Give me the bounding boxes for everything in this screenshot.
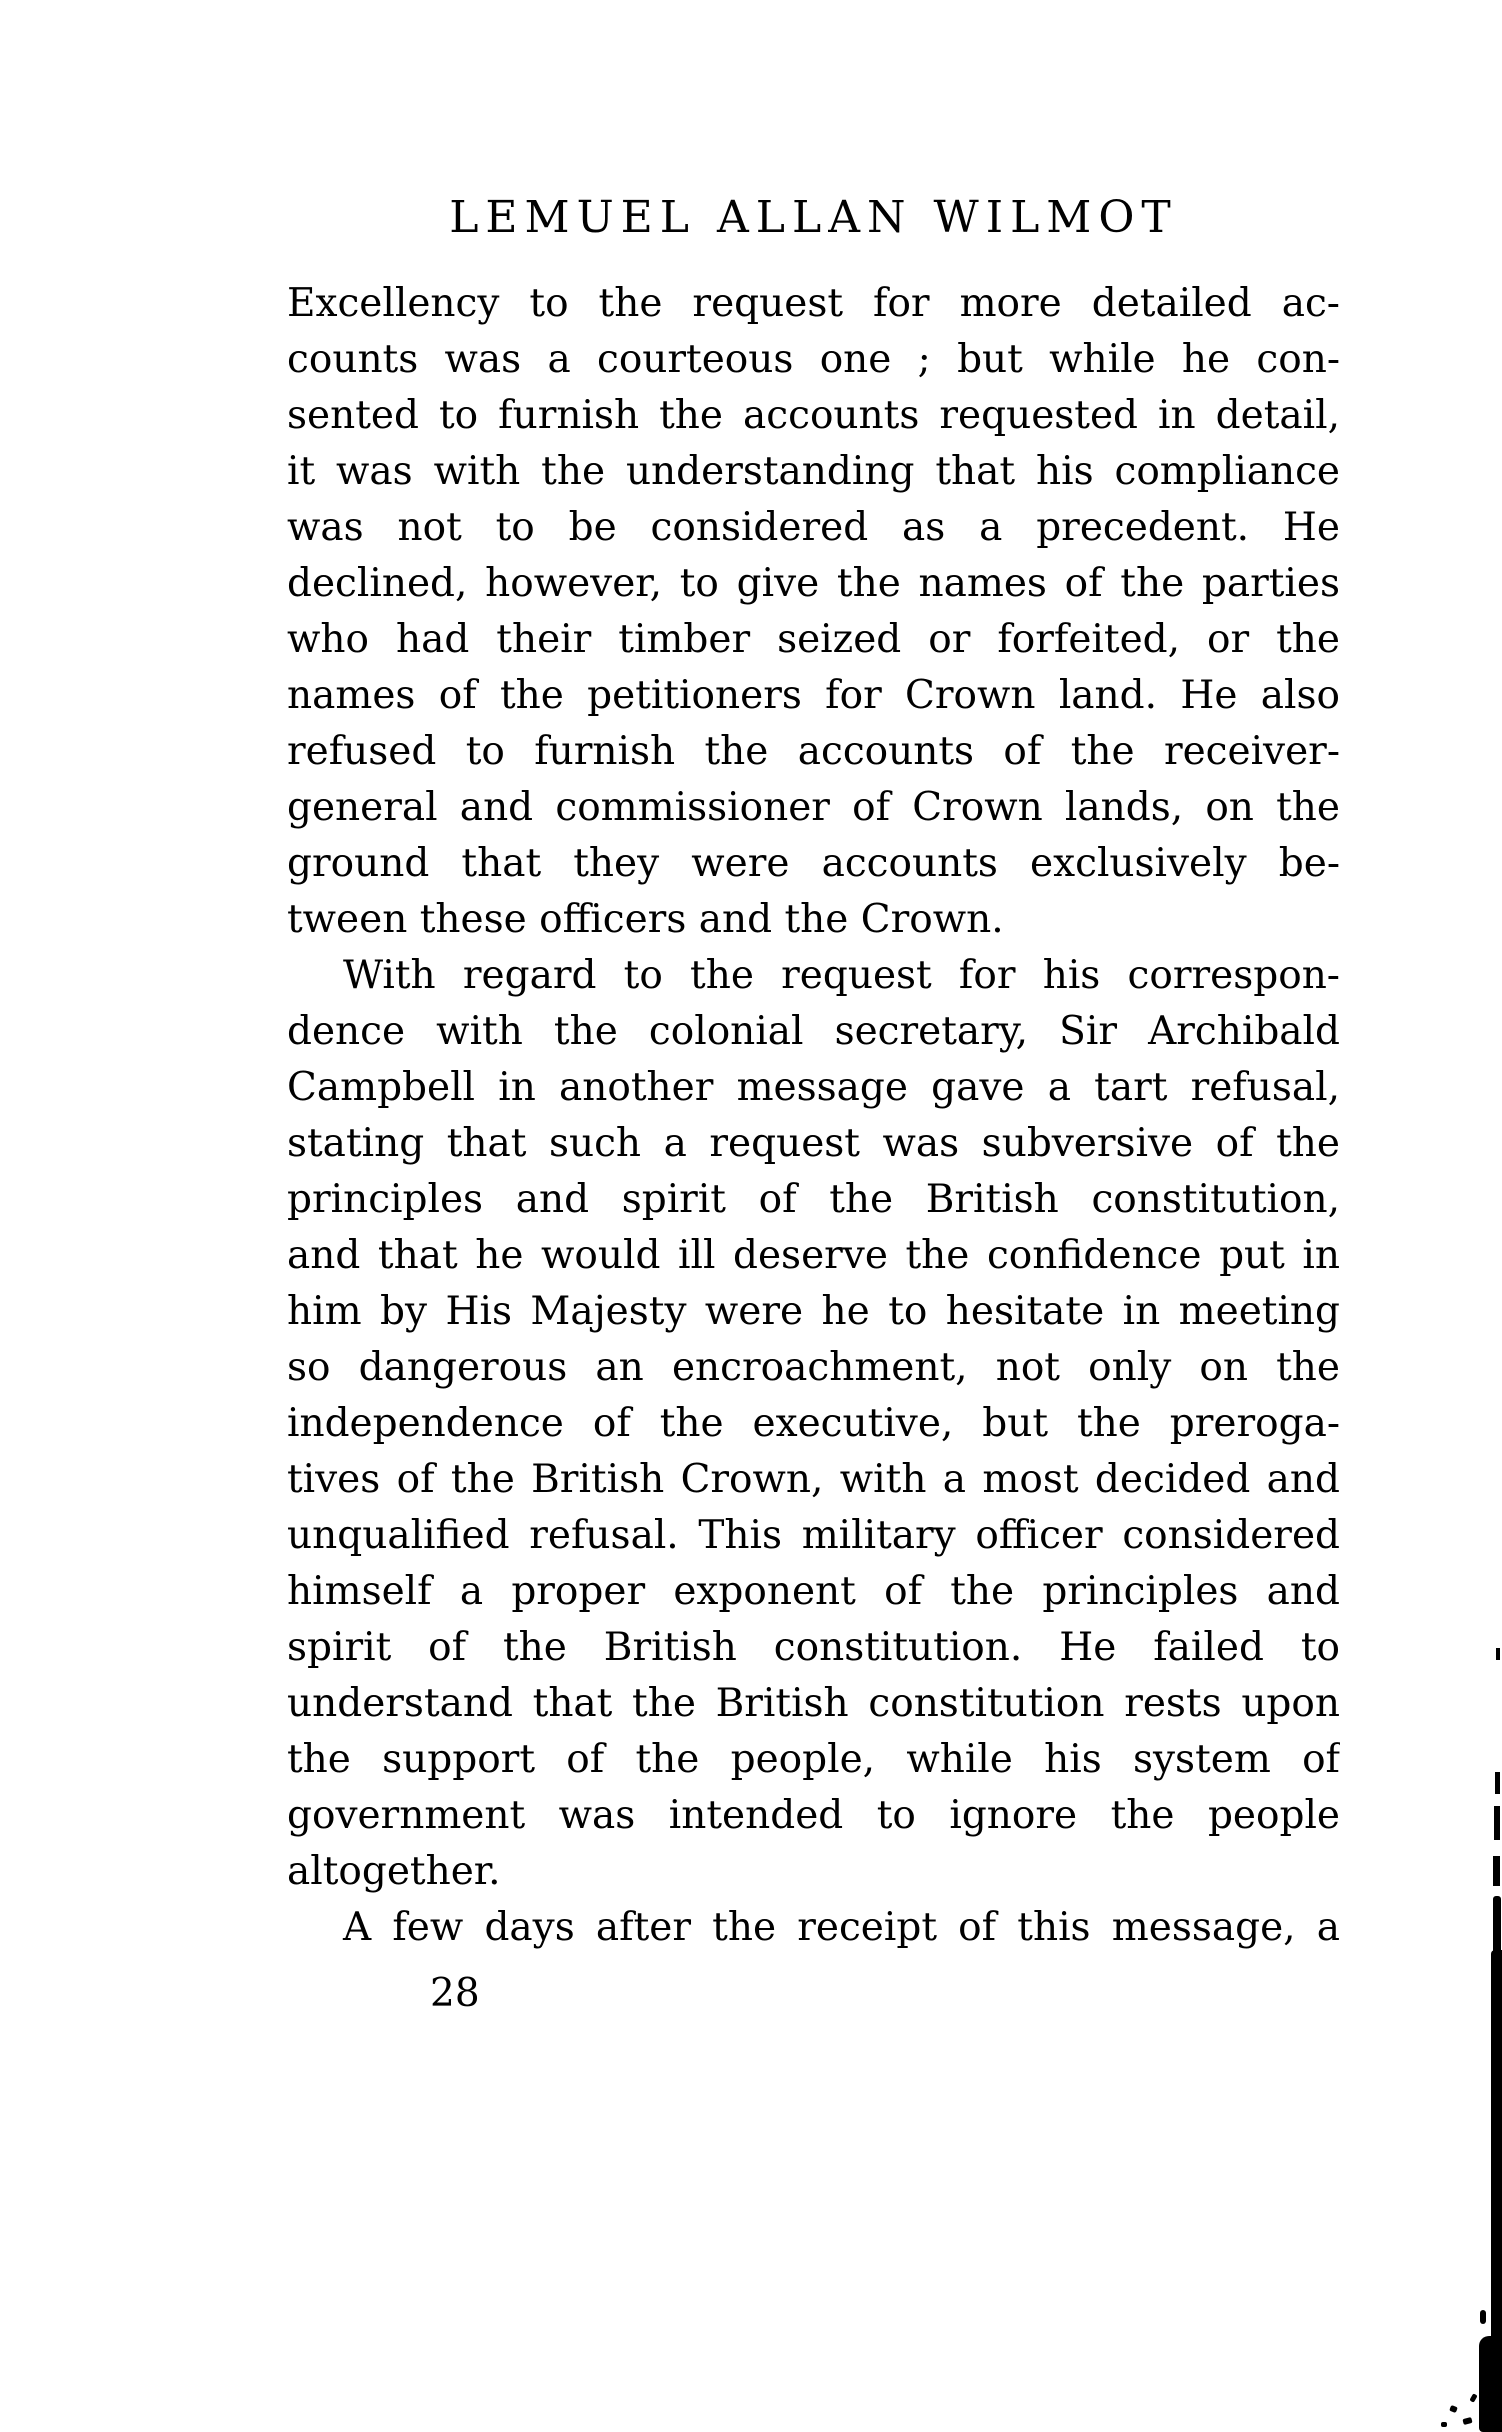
text-line: principles and spirit of the British constitution, — [287, 1177, 1340, 1222]
text-line: so dangerous an encroachment, not only on the — [287, 1345, 1340, 1390]
text-line: ground that they were accounts exclusively be- — [287, 841, 1340, 886]
text-line: refused to furnish the accounts of the receiver- — [287, 729, 1340, 774]
text-line: Excellency to the request for more detailed ac- — [287, 281, 1340, 326]
ink-streak-segment — [1493, 1896, 1501, 1956]
text-line: who had their timber seized or forfeited, or the — [287, 617, 1340, 662]
text-line: government was intended to ignore the people — [287, 1793, 1340, 1838]
text-line: sented to furnish the accounts requested in detail, — [287, 393, 1340, 438]
ink-speck — [1496, 1648, 1500, 1660]
ink-speck — [1480, 2310, 1486, 2324]
ink-speck — [1495, 1772, 1500, 1794]
ink-streak-segment — [1493, 1856, 1500, 1886]
ink-speck — [1449, 2405, 1458, 2413]
text-line: unqualified refusal. This military officer considered — [287, 1513, 1340, 1558]
body-text — [287, 276, 1340, 1956]
text-line: counts was a courteous one ; but while he con- — [287, 337, 1340, 382]
text-line: dence with the colonial secretary, Sir Archibald — [287, 1009, 1340, 1054]
text-line: declined, however, to give the names of the parties — [287, 561, 1340, 606]
page-number: 28 — [430, 1971, 480, 2016]
ink-speck — [1462, 2417, 1472, 2425]
text-line: him by His Majesty were he to hesitate in meeting — [287, 1289, 1340, 1334]
text-line: independence of the executive, but the preroga- — [287, 1401, 1340, 1446]
text-line: altogether. — [287, 1849, 501, 1894]
ink-blob — [1479, 2336, 1502, 2432]
text-line: Campbell in another message gave a tart refusal, — [287, 1065, 1340, 1110]
text-line: A few days after the receipt of this message, a — [343, 1905, 1340, 1950]
ink-streak-segment — [1494, 1806, 1500, 1840]
ink-speck — [1469, 2393, 1477, 2402]
text-line: it was with the understanding that his compliance — [287, 449, 1340, 494]
text-line: tween these officers and the Crown. — [287, 897, 1004, 942]
text-line: the support of the people, while his system of — [287, 1737, 1340, 1782]
text-line: tives of the British Crown, with a most decided and — [287, 1457, 1340, 1502]
text-line: stating that such a request was subversive of the — [287, 1121, 1340, 1166]
text-line: names of the petitioners for Crown land. He also — [287, 673, 1340, 718]
ink-speck — [1441, 2422, 1447, 2427]
text-line: spirit of the British constitution. He failed to — [287, 1625, 1340, 1670]
text-line: understand that the British constitution rests upon — [287, 1681, 1340, 1726]
text-line: himself a proper exponent of the principles and — [287, 1569, 1340, 1614]
text-line: With regard to the request for his correspon- — [343, 953, 1340, 998]
text-line: general and commissioner of Crown lands, on the — [287, 785, 1340, 830]
running-header: LEMUEL ALLAN WILMOT — [449, 192, 1178, 243]
text-line: was not to be considered as a precedent. He — [287, 505, 1340, 550]
text-line: and that he would ill deserve the confidence put in — [287, 1233, 1340, 1278]
